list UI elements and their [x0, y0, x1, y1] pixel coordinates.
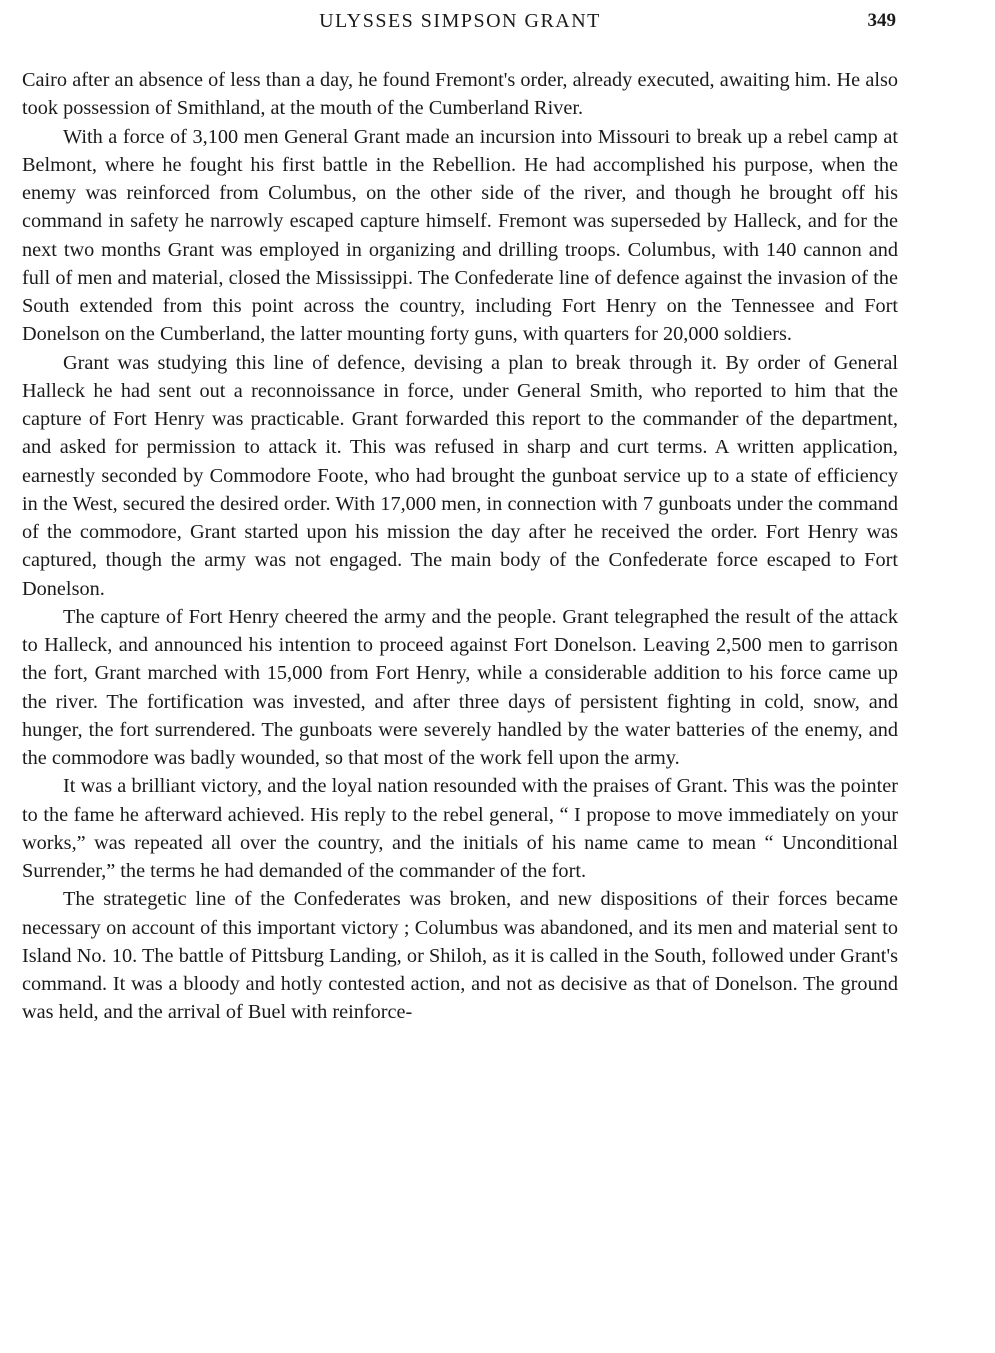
paragraph: The capture of Fort Henry cheered the army and the people. Grant telegraphed the result of the attack to Halleck, and announced his intention to proceed against Fort Donelson. Leaving 2,500 men to garrison the fort, Grant marched with 15,000 from Fort Henry, while a considerable addition to his force came up the river. The fortification was invested, and after three days of persistent fighting in cold, snow, and hunger, the fort surrendered. The gunboats were severely handled by the water batteries of the enemy, and the commodore was badly wounded, so that most of the work fell upon the army. — [22, 605, 898, 769]
paragraph: With a force of 3,100 men General Grant made an incursion into Missouri to break up a rebel camp at Belmont, where he fought his first battle in the Rebellion. He had accomplished his purpose, when the enemy was reinforced from Columbus, on the other side of the river, and though he brought off his command in safety he narrowly escaped capture himself. Fremont was superseded by Halleck, and for the next two months Grant was employed in organizing and drilling troops. Columbus, with 140 cannon and full of men and material, closed the Mississippi. The Confederate line of defence against the invasion of the South extended from this point across the country, including Fort Henry on the Tennessee and Fort Donelson on the Cumberland, the latter mounting forty guns, with quarters for 20,000 soldiers. — [22, 125, 898, 346]
paragraph-continued: Cairo after an absence of less than a day, he found Fremont's order, already executed, awaiting him. He also took possession of Smithland, at the mouth of the Cumberland River. — [22, 69, 898, 120]
running-title: ULYSSES SIMPSON GRANT — [319, 10, 601, 32]
running-head — [22, 8, 898, 38]
paragraph: It was a brilliant victory, and the loyal nation resounded with the praises of Grant. This was the pointer to the fame he afterward achieved. His reply to the rebel general, “ I propose to move immediately on your works,” was repeated all over the country, and the initials of his name came to mean “ Unconditional Surrender,” the terms he had demanded of the commander of the fort. — [22, 775, 898, 882]
body-text — [22, 66, 898, 1027]
book-page — [22, 8, 898, 1338]
paragraph: Grant was studying this line of defence, devising a plan to break through it. By order of General Halleck he had sent out a reconnoissance in force, under General Smith, who reported to him that the capture of Fort Henry was practicable. Grant forwarded this report to the commander of the department, and asked for permission to attack it. This was refused in sharp and curt terms. A written application, earnestly seconded by Commodore Foote, who had brought the gunboat service up to a state of efficiency in the West, secured the desired order. With 17,000 men, in connection with 7 gunboats under the command of the commodore, Grant started upon his mission the day after he received the order. Fort Henry was captured, though the army was not engaged. The main body of the Confederate force escaped to Fort Donelson. — [22, 351, 898, 600]
paragraph: The strategetic line of the Confederates was broken, and new dispositions of their forces became necessary on account of this important victory ; Columbus was abandoned, and its men and material sent to Island No. 10. The battle of Pittsburg Landing, or Shiloh, as it is called in the South, followed under Grant's command. It was a bloody and hotly contested action, and not as decisive as that of Donelson. The ground was held, and the arrival of Buel with reinforce- — [22, 888, 898, 1024]
page-number: 349 — [867, 10, 896, 31]
